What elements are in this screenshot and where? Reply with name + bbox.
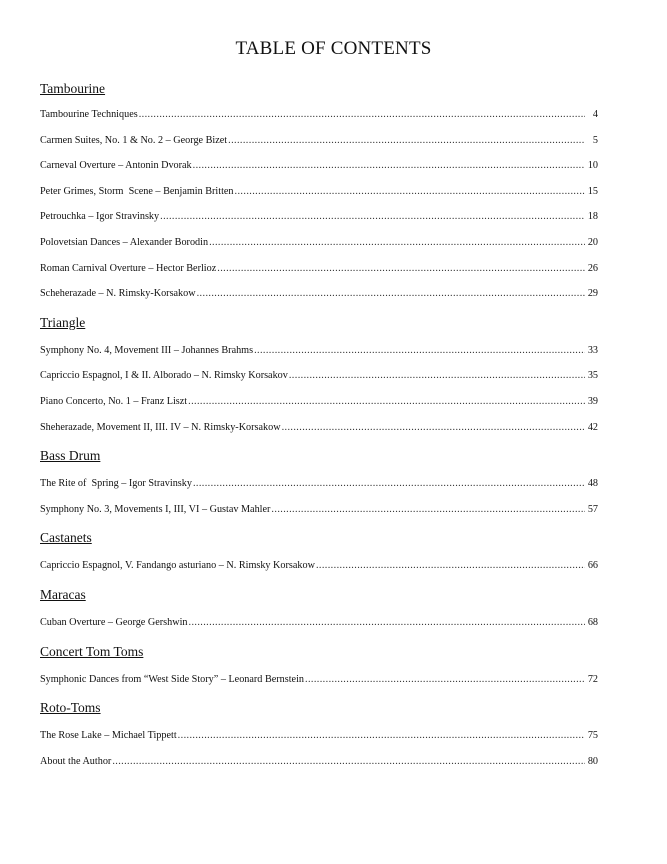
- entry-page-number: 18: [587, 211, 598, 223]
- toc-section: [40, 76, 598, 310]
- entry-page-number: 68: [587, 616, 598, 628]
- entry-page-number: 5: [592, 134, 598, 146]
- entry-page-number: 35: [587, 370, 598, 382]
- toc-section: [40, 443, 598, 525]
- toc-entry[interactable]: [40, 338, 598, 364]
- dot-leader: [228, 128, 585, 154]
- entry-page-number: 57: [587, 503, 598, 515]
- entry-title: The Rose Lake – Michael Tippett: [40, 730, 177, 742]
- entry-title: Scheherazade – N. Rimsky-Korsakow: [40, 288, 196, 300]
- entry-title: Carmen Suites, No. 1 & No. 2 – George Bizet: [40, 134, 228, 146]
- entry-page-number: 4: [592, 109, 598, 120]
- toc-entry[interactable]: [40, 749, 598, 775]
- toc-section: [40, 310, 598, 443]
- dot-leader: [178, 723, 585, 749]
- entry-title: Capriccio Espagnol, I & II. Alborado – N. Rimsky Korsakov: [40, 370, 288, 382]
- page-title: TABLE OF CONTENTS: [235, 38, 432, 59]
- dot-leader: [160, 204, 585, 230]
- toc-entry[interactable]: [40, 610, 598, 636]
- entry-title: Symphony No. 4, Movement III – Johannes Brahms: [40, 344, 254, 356]
- toc-entry[interactable]: [40, 723, 598, 749]
- toc-entry[interactable]: [40, 497, 598, 523]
- toc-entry[interactable]: [40, 415, 598, 441]
- toc-entry[interactable]: [40, 363, 598, 389]
- toc-entry[interactable]: [40, 471, 598, 497]
- dot-leader: [316, 553, 585, 579]
- entry-title: The Rite of Spring – Igor Stravinsky: [40, 478, 192, 490]
- section-heading: Bass Drum: [40, 448, 101, 464]
- toc-section: [40, 525, 598, 582]
- dot-leader: [305, 667, 585, 693]
- entry-page-number: 72: [587, 673, 598, 685]
- entry-page-number: 26: [587, 262, 598, 274]
- dot-leader: [217, 256, 585, 282]
- dot-leader: [188, 389, 585, 415]
- toc-entry[interactable]: [40, 281, 598, 307]
- dot-leader: [189, 610, 586, 636]
- entry-title: Cuban Overture – George Gershwin: [40, 616, 188, 628]
- entry-title: Symphonic Dances from “West Side Story” – Leonard Bernstein: [40, 673, 304, 685]
- dot-leader: [271, 497, 585, 523]
- toc-entry[interactable]: [40, 128, 598, 154]
- section-spacer: [40, 774, 598, 777]
- dot-leader: [235, 179, 585, 205]
- dot-leader: [193, 471, 585, 497]
- entry-title: Piano Concerto, No. 1 – Franz Liszt: [40, 395, 188, 407]
- entry-title: Tambourine Techniques: [40, 109, 138, 120]
- dot-leader: [139, 102, 585, 128]
- section-heading: Concert Tom Toms: [40, 643, 144, 659]
- entry-page-number: 15: [587, 185, 598, 197]
- entry-page-number: 33: [587, 344, 598, 356]
- entry-title: Petrouchka – Igor Stravinsky: [40, 211, 160, 223]
- toc-entry[interactable]: [40, 153, 598, 179]
- section-heading: Castanets: [40, 530, 92, 546]
- entry-title: Carneval Overture – Antonin Dvorak: [40, 160, 192, 172]
- dot-leader: [289, 363, 585, 389]
- entry-page-number: 48: [587, 478, 598, 490]
- entry-title: About the Author: [40, 755, 112, 767]
- toc-entry[interactable]: [40, 553, 598, 579]
- entry-page-number: 80: [587, 755, 598, 767]
- toc-entry[interactable]: [40, 256, 598, 282]
- toc-entry[interactable]: [40, 204, 598, 230]
- entry-page-number: 75: [587, 730, 598, 742]
- entry-page-number: 39: [587, 395, 598, 407]
- entry-page-number: 66: [587, 560, 598, 572]
- entry-page-number: 20: [587, 236, 598, 248]
- entry-page-number: 10: [587, 160, 598, 172]
- toc-entry[interactable]: [40, 667, 598, 693]
- dot-leader: [282, 415, 585, 441]
- entry-page-number: 29: [587, 288, 598, 300]
- section-heading: Maracas: [40, 586, 86, 602]
- toc-section: [40, 582, 598, 639]
- entry-title: Roman Carnival Overture – Hector Berlioz: [40, 262, 217, 274]
- entry-title: Capriccio Espagnol, V. Fandango asturiano – N. Rimsky Korsakow: [40, 560, 315, 572]
- dot-leader: [197, 281, 585, 307]
- entry-title: Polovetsian Dances – Alexander Borodin: [40, 236, 209, 248]
- dot-leader: [254, 338, 585, 364]
- dot-leader: [112, 749, 585, 775]
- section-heading: Tambourine: [40, 81, 106, 96]
- table-of-contents: [40, 76, 598, 777]
- toc-entry[interactable]: [40, 102, 598, 128]
- entry-page-number: 42: [587, 421, 598, 433]
- dot-leader: [193, 153, 585, 179]
- toc-entry[interactable]: [40, 179, 598, 205]
- entry-title: Sheherazade, Movement II, III. IV – N. Rimsky-Korsakow: [40, 421, 281, 433]
- toc-entry[interactable]: [40, 230, 598, 256]
- section-heading: Roto-Toms: [40, 700, 101, 716]
- dot-leader: [209, 230, 585, 256]
- entry-title: Symphony No. 3, Movements I, III, VI – Gustav Mahler: [40, 503, 271, 515]
- toc-section: [40, 695, 598, 777]
- toc-section: [40, 639, 598, 696]
- entry-title: Peter Grimes, Storm Scene – Benjamin Britten: [40, 185, 234, 197]
- toc-entry[interactable]: [40, 389, 598, 415]
- section-heading: Triangle: [40, 314, 86, 330]
